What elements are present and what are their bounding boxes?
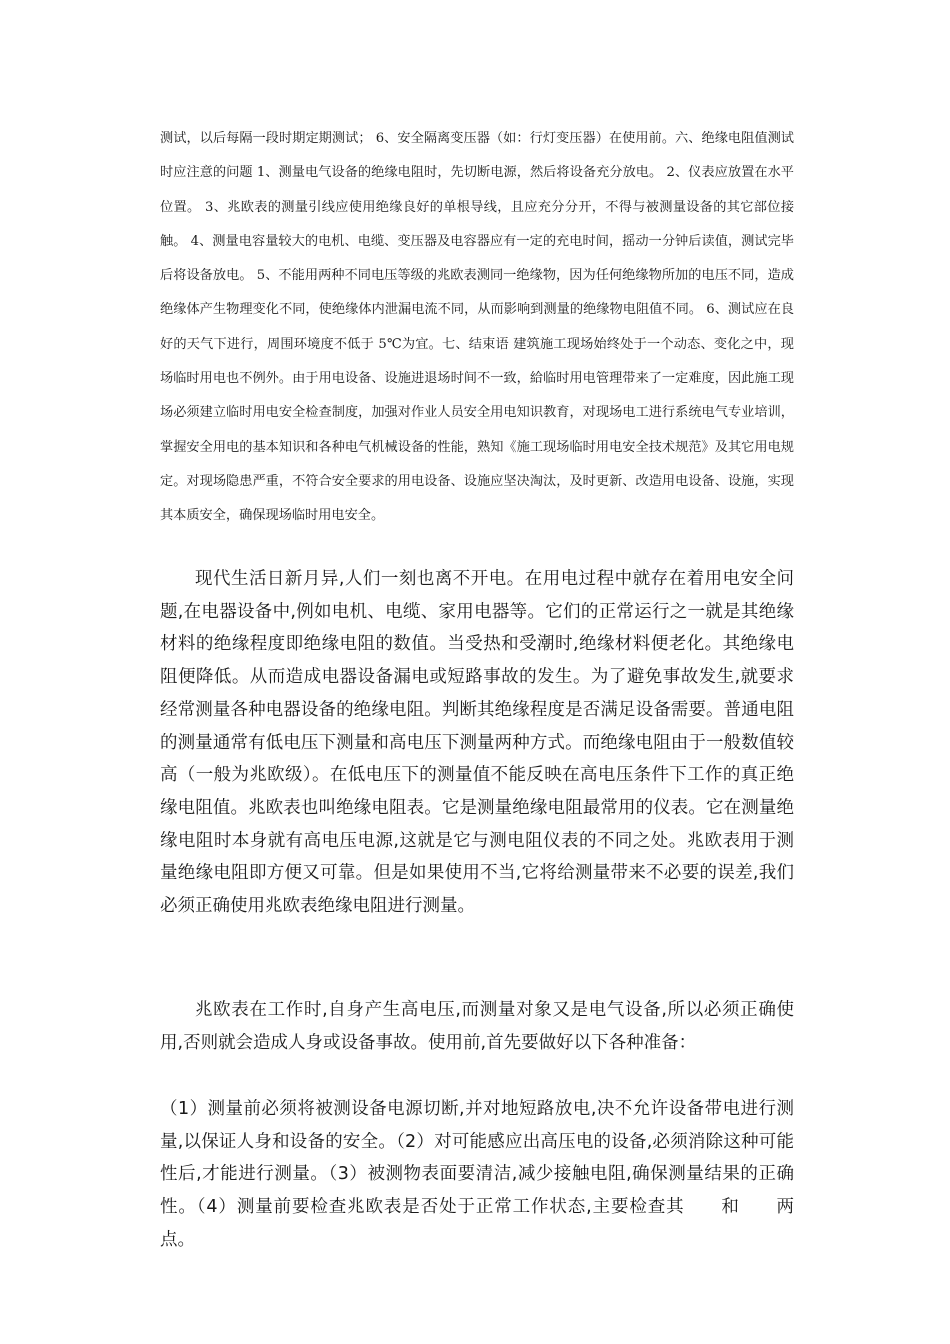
paragraph-safety-testing: 测试，以后每隔一段时期定期测试； 6、安全隔离变压器（如：行灯变压器）在使用前。六、绝缘电阻值测试时应注意的问题 1、测量电气设备的绝缘电阻时，先切断电源，然后将设备充分放电。 2、仪表应放置在水平位置。 3、兆欧表的测量引线应使用绝缘良好的单根导线，且应充分分开，不得与被测量设备的其它部位接触。 4、测量电容量较大的电机、电缆、变压器及电容器应有一定的充电时间，摇动一分钟后读值，测试完毕后将设备放电。 5、不能用两种不同电压等级的兆欧表测同一绝缘物，因为任何绝缘物所加的电压不同，造成绝缘体产生物理变化不同，使绝缘体内泄漏电流不同，从而影响到测量的绝缘物电阻值不同。 6、测试应在良好的天气下进行，周围环境度不低于 5℃为宜。七、结束语 建筑施工现场始终处于一个动态、变化之中，现场临时用电也不例外。由于用电设备、设施进退场时间不一致，給临时用电管理带来了一定难度，因此施工现场必须建立临时用电安全检查制度，加强对作业人员安全用电知识教育，对现场电工进行系统电气专业培训，掌握安全用电的基本知识和各种电气机械设备的性能，熟知《施工现场临时用电安全技术规范》及其它用电规定。对现场隐患严重，不符合安全要求的用电设备、设施应坚决淘汰，及时更新、改造用电设备、设施，实现其本质安全，确保现场临时用电安全。 — [160, 131, 794, 524]
paragraph-insulation-intro: 现代生活日新月异,人们一刻也离不开电。在用电过程中就存在着用电安全问题,在电器设备中,例如电机、电缆、家用电器等。它们的正常运行之一就是其绝缘材料的绝缘程度即绝缘电阻的数值。当受热和受潮时,绝缘材料便老化。其绝缘电阻便降低。从而造成电器设备漏电或短路事故的发生。为了避免事故发生,就要求经常测量各种电器设备的绝缘电阻。判断其绝缘程度是否满足设备需要。普通电阻的测量通常有低电压下测量和高电压下测量两种方式。而绝缘电阻由于一般数值较高（一般为兆欧级）。在低电压下的测量值不能反映在高电压条件下工作的真正绝缘电阻值。兆欧表也叫绝缘电阻表。它是测量绝缘电阻最常用的仪表。它在测量绝缘电阻时本身就有高电压电源,这就是它与测电阻仪表的不同之处。兆欧表用于测量绝缘电阻即方便又可靠。但是如果使用不当,它将给测量带来不必要的误差,我们必须正确使用兆欧表绝缘电阻进行测量。 — [160, 569, 794, 917]
paragraph-preparation-steps: （1）测量前必须将被测设备电源切断,并对地短路放电,决不允许设备带电进行测量,以保证人身和设备的安全。（2）对可能感应出高压电的设备,必须消除这种可能性后,才能进行测量。（3）被测物表面要清洁,减少接触电阻,确保测量结果的正确性。（4）测量前要检查兆欧表是否处于正常工作状态,主要检查其 和 两点。 — [160, 1099, 794, 1250]
paragraph-megger-usage: 兆欧表在工作时,自身产生高电压,而测量对象又是电气设备,所以必须正确使用,否则就会造成人身或设备事故。使用前,首先要做好以下各种准备： — [160, 1000, 794, 1053]
